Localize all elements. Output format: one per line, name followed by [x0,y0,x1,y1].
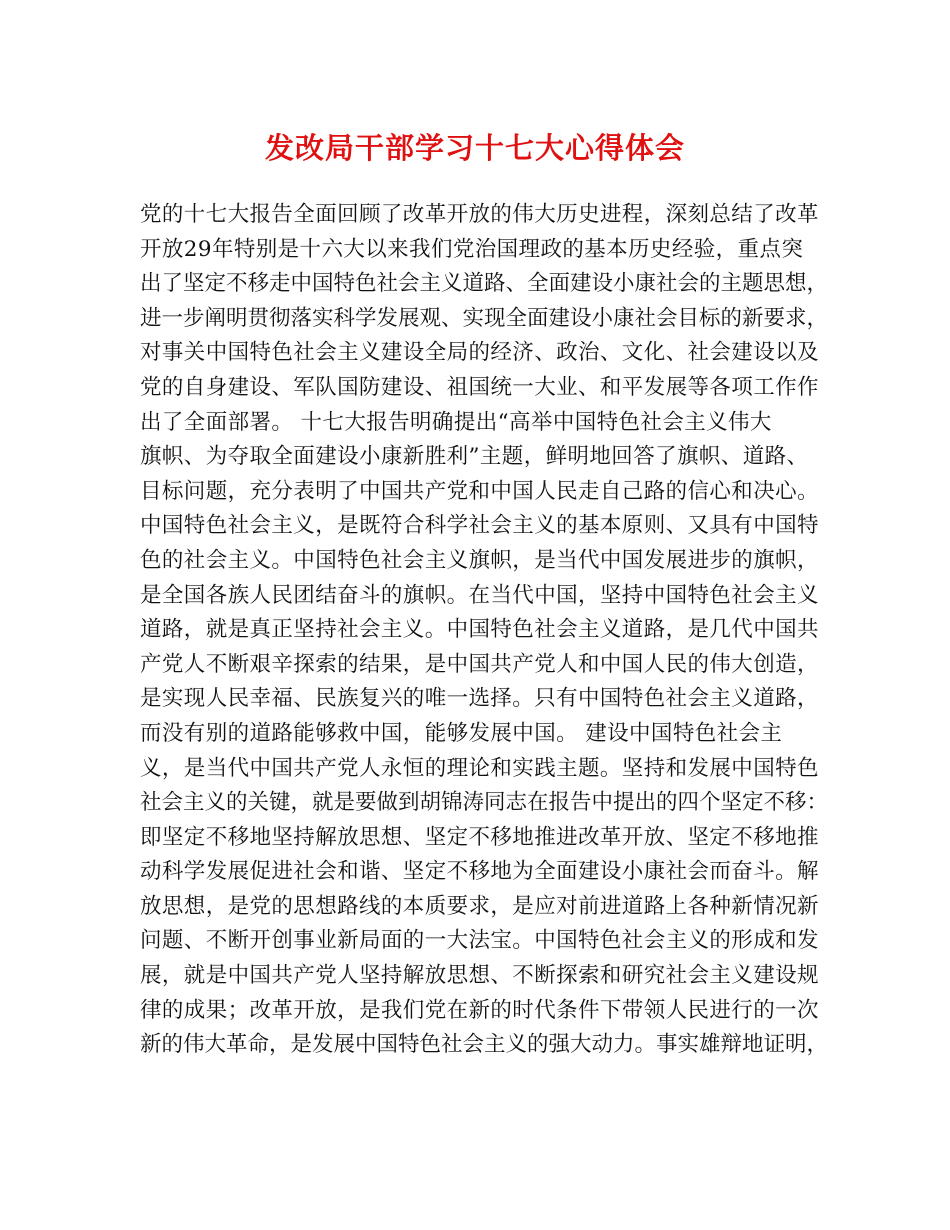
body-text-line: 党的十七大报告全面回顾了改革开放的伟大历史进程，深刻总结了改革 [140,202,819,227]
body-text-line: 目标问题，充分表明了中国共产党和中国人民走自己路的信心和决心。 [140,478,819,504]
body-text-line: 社会主义的关键，就是要做到胡锦涛同志在报告中提出的四个坚定不移： [140,790,829,816]
body-text-line: 旗帜、为夺取全面建设小康新胜利”主题，鲜明地回答了旗帜、道路、 [140,444,809,470]
body-text-line: 产党人不断艰辛探索的结果，是中国共产党人和中国人民的伟大创造， [140,651,819,677]
body-text-line: 律的成果；改革开放，是我们党在新的时代条件下带领人民进行的一次 [140,997,819,1023]
body-text-line: 新的伟大革命，是发展中国特色社会主义的强大动力。事实雄辩地证明， [140,1032,829,1058]
body-text-line: 出了坚定不移走中国特色社会主义道路、全面建设小康社会的主题思想， [140,271,829,297]
body-text-line: 开放29年特别是十六大以来我们党治国理政的基本历史经验，重点突 [140,236,804,262]
body-text-line: 党的自身建设、军队国防建设、祖国统一大业、和平发展等各项工作作 [140,374,819,400]
body-text-line: 即坚定不移地坚持解放思想、坚定不移地推进改革开放、坚定不移地推 [140,824,819,850]
body-text-line: 色的社会主义。中国特色社会主义旗帜，是当代中国发展进步的旗帜， [140,547,819,573]
body-text-line: 放思想，是党的思想路线的本质要求，是应对前进道路上各种新情况新 [140,893,819,919]
body-text-line: 进一步阐明贯彻落实科学发展观、实现全面建设小康社会目标的新要求， [140,305,829,331]
body-text-line: 出了全面部署。 十七大报告明确提出“高举中国特色社会主义伟大 [140,409,772,435]
body-text-line: 义，是当代中国共产党人永恒的理论和实践主题。坚持和发展中国特色 [140,755,819,781]
document-body [140,198,829,1063]
body-text-line: 对事关中国特色社会主义建设全局的经济、政治、文化、社会建设以及 [140,340,819,366]
document-title: 发改局干部学习十七大心得体会 [264,131,685,165]
body-text-line: 中国特色社会主义，是既符合科学社会主义的基本原则、又具有中国特 [140,513,819,539]
body-text-line: 是全国各族人民团结奋斗的旗帜。在当代中国，坚持中国特色社会主义 [140,582,819,608]
body-text-line: 而没有别的道路能够救中国，能够发展中国。 建设中国特色社会主 [140,720,783,746]
body-text-line: 问题、不断开创事业新局面的一大法宝。中国特色社会主义的形成和发 [140,928,819,954]
body-text-line: 是实现人民幸福、民族复兴的唯一选择。只有中国特色社会主义道路， [140,686,819,712]
body-text-line: 道路，就是真正坚持社会主义。中国特色社会主义道路，是几代中国共 [140,617,819,643]
body-text-line: 动科学发展促进社会和谐、坚定不移地为全面建设小康社会而奋斗。解 [140,859,819,885]
body-text-line: 展，就是中国共产党人坚持解放思想、不断探索和研究社会主义建设规 [140,963,819,989]
